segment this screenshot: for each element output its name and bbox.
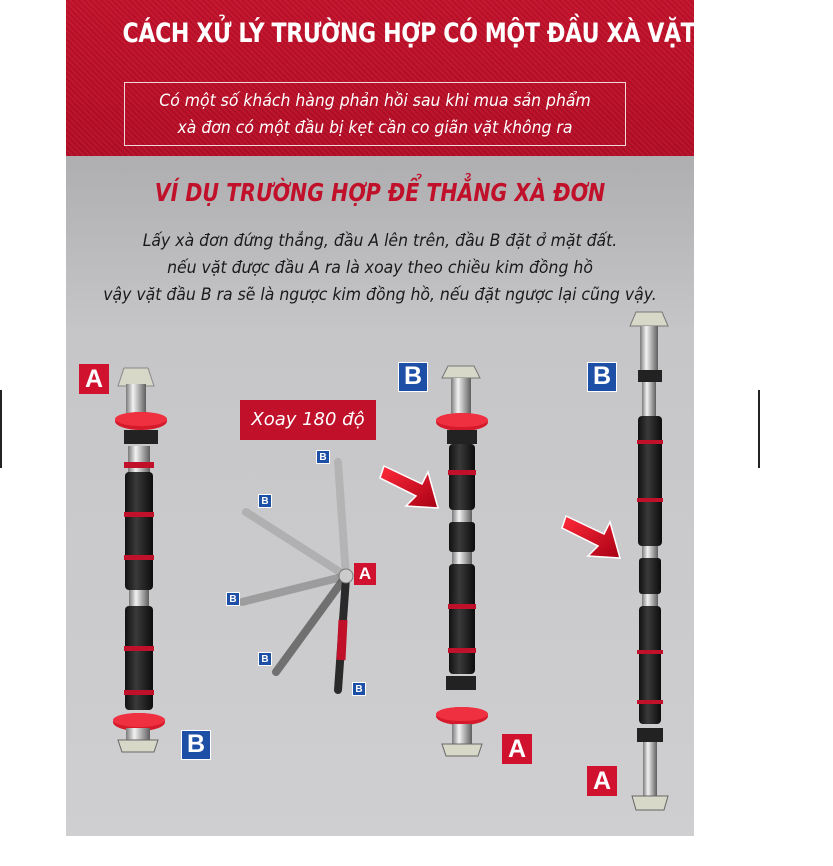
notice-line-2: xà đơn có một đầu bị kẹt cần co giãn vặt không ra: [177, 118, 573, 138]
description-line-2: nếu vặt được đầu A ra là xoay theo chiều kim đồng hồ: [167, 258, 593, 277]
arrow-right-2: [562, 516, 620, 558]
ghost-label-b-5: B: [352, 682, 366, 696]
ghost-label-b-4: B: [258, 652, 272, 666]
example-title: VÍ DỤ TRƯỜNG HỢP ĐỂ THẲNG XÀ ĐƠN: [154, 178, 606, 207]
bar-left: [113, 368, 167, 752]
ghost-label-b-1: B: [316, 450, 330, 464]
label-b-bar1: B: [181, 730, 211, 760]
bar-middle: [436, 366, 488, 756]
description-line-1: Lấy xà đơn đứng thẳng, đầu A lên trên, đầu B đặt ở mặt đất.: [142, 231, 618, 250]
pivot-label-a: A: [354, 563, 376, 585]
right-edge-mark: [758, 390, 760, 468]
ghost-label-b-3: B: [226, 592, 240, 606]
bar-right: [630, 312, 668, 810]
label-a-bar1: A: [79, 364, 109, 394]
label-a-bar2: A: [502, 734, 532, 764]
left-edge-mark: [0, 390, 2, 468]
rotate-label: Xoay 180 độ: [240, 400, 376, 440]
main-title: CÁCH XỬ LÝ TRƯỜNG HỢP CÓ MỘT ĐẦU XÀ VẶT KHÔNG RA: [122, 18, 833, 49]
instruction-poster: [66, 0, 833, 836]
arrow-right-1: [380, 466, 438, 508]
notice-line-1: Có một số khách hàng phản hồi sau khi mua sản phẩm: [159, 91, 591, 111]
label-b-bar2: B: [398, 362, 428, 392]
description-line-3: vậy vặt đầu B ra sẽ là ngược kim đồng hồ, nếu đặt ngược lại cũng vậy.: [103, 285, 657, 304]
ghost-label-b-2: B: [258, 494, 272, 508]
pull-up-bar-illustration: [66, 0, 833, 836]
label-b-bar3: B: [587, 362, 617, 392]
label-a-bar3: A: [587, 766, 617, 796]
